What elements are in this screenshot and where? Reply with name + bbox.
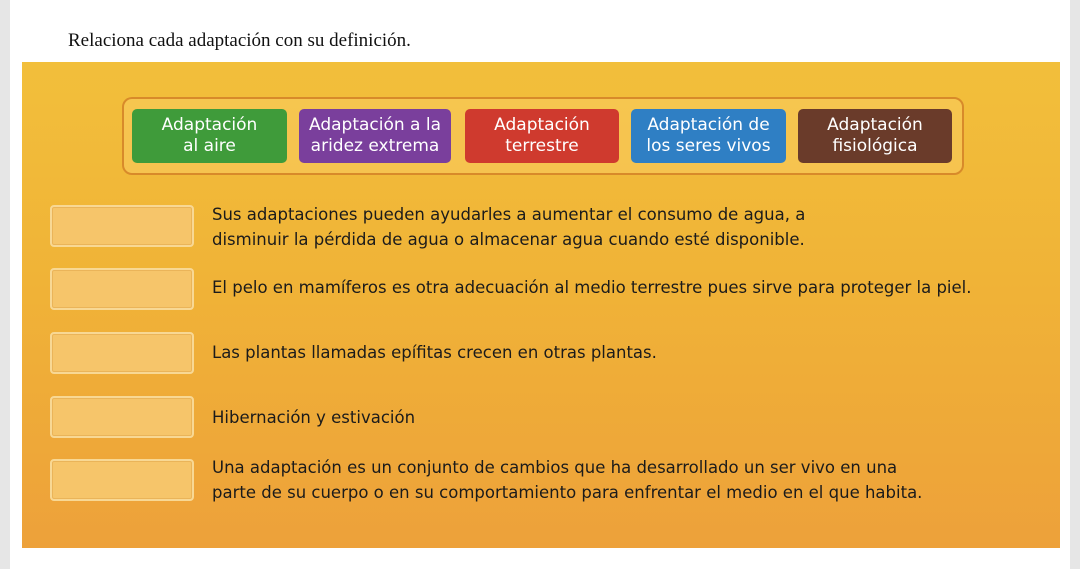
tag-label-line1: Adaptación de bbox=[647, 115, 770, 135]
answer-box[interactable] bbox=[50, 332, 194, 374]
tag-adaptacion-aridez[interactable] bbox=[299, 109, 451, 163]
tag-label-line1: Adaptación bbox=[494, 115, 590, 135]
answer-box[interactable] bbox=[50, 268, 194, 310]
tag-label-line2: fisiológica bbox=[832, 136, 918, 156]
tag-label-line2: al aire bbox=[183, 136, 236, 156]
answer-box[interactable] bbox=[50, 459, 194, 501]
definition-line: Una adaptación es un conjunto de cambios que ha desarrollado un ser vivo en una bbox=[212, 458, 898, 477]
tag-adaptacion-al-aire[interactable] bbox=[132, 109, 287, 163]
definition-line: Sus adaptaciones pueden ayudarles a aumentar el consumo de agua, a bbox=[212, 205, 806, 224]
tag-label-line1: Adaptación bbox=[827, 115, 923, 135]
tag-label-line2: terrestre bbox=[505, 136, 579, 156]
definition-text bbox=[212, 340, 657, 365]
definition-text bbox=[212, 455, 922, 505]
answer-box[interactable] bbox=[50, 205, 194, 247]
definition-line: disminuir la pérdida de agua o almacenar agua cuando esté disponible. bbox=[212, 230, 805, 249]
tag-label-line2: los seres vivos bbox=[646, 136, 771, 156]
tag-label-line1: Adaptación a la bbox=[308, 115, 442, 135]
word-bank bbox=[122, 97, 964, 175]
page-edge-right bbox=[1070, 0, 1080, 569]
definition-line: Hibernación y estivación bbox=[212, 408, 416, 427]
definition-line: parte de su cuerpo o en su comportamiento para enfrentar el medio en el que habita. bbox=[212, 483, 923, 502]
definition-text bbox=[212, 405, 415, 430]
definition-text bbox=[212, 275, 972, 300]
instruction-text: Relaciona cada adaptación con su definición. bbox=[68, 30, 411, 51]
definition-text bbox=[212, 202, 805, 252]
tag-label-line1: Adaptación bbox=[161, 115, 258, 135]
tag-adaptacion-fisiologica[interactable] bbox=[798, 109, 952, 163]
definition-line: El pelo en mamíferos es otra adecuación al medio terrestre pues sirve para proteger la piel. bbox=[212, 278, 972, 297]
tag-label-line2: aridez extrema bbox=[310, 136, 440, 156]
exercise-panel bbox=[22, 62, 1060, 548]
tag-adaptacion-terrestre[interactable] bbox=[465, 109, 619, 163]
tag-adaptacion-seres-vivos[interactable] bbox=[631, 109, 786, 163]
page-edge-left bbox=[0, 0, 10, 569]
definition-line: Las plantas llamadas epífitas crecen en otras plantas. bbox=[212, 343, 657, 362]
answer-box[interactable] bbox=[50, 396, 194, 438]
